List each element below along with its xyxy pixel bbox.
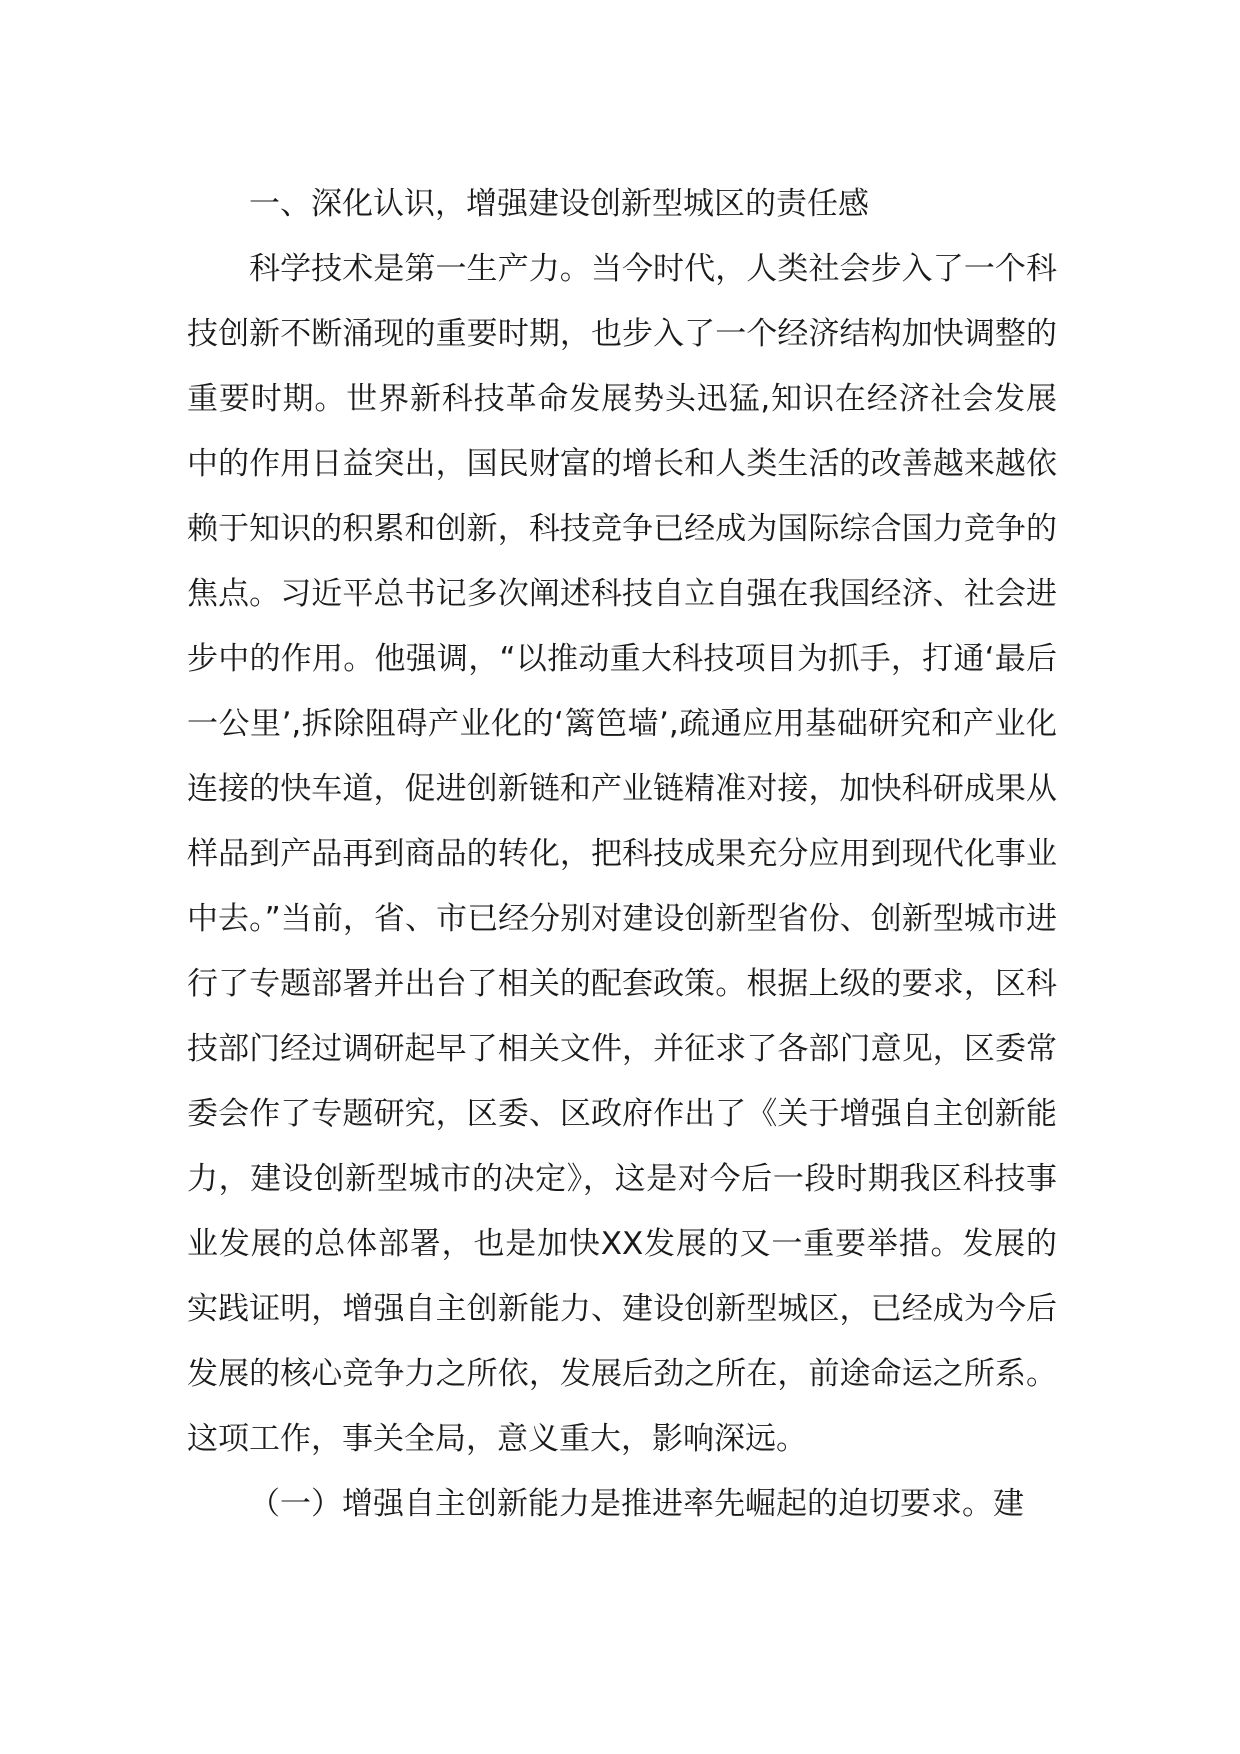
section-heading: 一、深化认识，增强建设创新型城区的责任感 [249, 186, 869, 222]
body-paragraph: 科学技术是第一生产力。当今时代，人类社会步入了一个科技创新不断涌现的重要时期，也步入了一个经济结构加快调整的重要时期。世界新科技革命发展势头迅猛,知识在经济社会发展中的作用日益突出，国民财富的增长和人类生活的改善越来越依赖于知识的积累和创新，科技竞争已经成为国际综合国力竞争的焦点。习近平总书记多次阐述科技自立自强在我国经济、社会进步中的作用。他强调，“以推动重大科技项目为抓手，打通‘最后一公里’,拆除阻碍产业化的‘篱笆墙’,疏通应用基础研究和产业化连接的快车道，促进创新链和产业链精准对接，加快科研成果从样品到产品再到商品的转化，把科技成果充分应用到现代化事业中去。”当前，省、市已经分别对建设创新型省份、创新型城市进行了专题部署并出台了相关的配套政策。根据上级的要求，区科技部门经过调研起早了相关文件，并征求了各部门意见，区委常委会作了专题研究，区委、区政府作出了《关于增强自主创新能力，建设创新型城市的决定》，这是对今后一段时期我区科技事业发展的总体部署，也是加快XX发展的又一重要举措。发展的实践证明，增强自主创新能力、建设创新型城区，已经成为今后发展的核心竞争力之所依，发展后劲之所在，前途命运之所系。这项工作，事关全局，意义重大，影响深远。 [187, 251, 1057, 1457]
document-body [187, 172, 1057, 1537]
subsection-paragraph: （一）增强自主创新能力是推进率先崛起的迫切要求。建 [249, 1486, 1024, 1522]
